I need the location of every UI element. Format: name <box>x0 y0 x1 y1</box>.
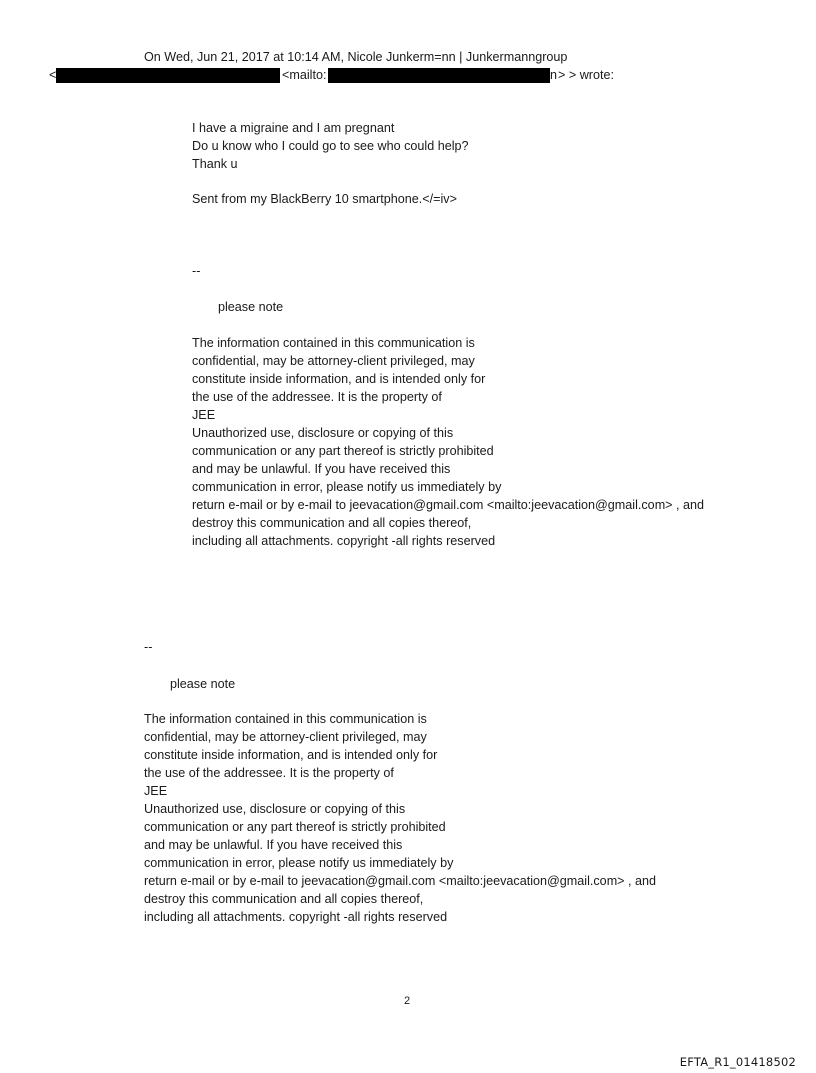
disclaimer-line: the use of the addressee. It is the property of <box>192 390 442 404</box>
disclaimer-line: The information contained in this communication is <box>192 336 475 350</box>
disclaimer-line: confidential, may be attorney-client privileged, may <box>144 730 427 744</box>
message-line: Thank u <box>192 157 238 171</box>
inner-disclaimer-heading: please note <box>218 300 284 314</box>
disclaimer-line: destroy this communication and all copies thereof, <box>144 892 424 906</box>
disclaimer-line: Unauthorized use, disclosure or copying of this <box>192 426 454 440</box>
message-signature: Sent from my BlackBerry 10 smartphone.</=iv> <box>192 192 457 206</box>
document-id: EFTA_R1_01418502 <box>679 1055 796 1069</box>
header-mailto-label: <mailto: <box>282 68 327 82</box>
outer-disclaimer-heading: please note <box>170 677 236 691</box>
header-open-bracket: < <box>49 68 57 82</box>
redaction-box <box>56 68 280 83</box>
disclaimer-line: return e-mail or by e-mail to jeevacation@gmail.com <mailto:jeevacation@gmail.com> , and <box>144 874 657 888</box>
disclaimer-line: communication or any part thereof is strictly prohibited <box>192 444 494 458</box>
disclaimer-line: confidential, may be attorney-client privileged, may <box>192 354 475 368</box>
header-wrote: > > wrote: <box>558 68 615 82</box>
disclaimer-line: communication in error, please notify us immediately by <box>192 480 502 494</box>
disclaimer-line: JEE <box>192 408 216 422</box>
message-line: Do u know who I could go to see who could help? <box>192 139 469 153</box>
outer-separator: -- <box>144 640 153 654</box>
inner-separator: -- <box>192 264 201 278</box>
disclaimer-line: and may be unlawful. If you have received this <box>192 462 451 476</box>
disclaimer-line: return e-mail or by e-mail to jeevacation@gmail.com <mailto:jeevacation@gmail.com> , and <box>192 498 705 512</box>
header-tail-fragment: n <box>550 68 558 82</box>
disclaimer-line: constitute inside information, and is intended only for <box>192 372 486 386</box>
redaction-box <box>328 68 550 83</box>
page-number: 2 <box>404 995 411 1007</box>
disclaimer-line: communication in error, please notify us immediately by <box>144 856 454 870</box>
disclaimer-line: JEE <box>144 784 168 798</box>
disclaimer-line: including all attachments. copyright -all rights reserved <box>192 534 496 548</box>
disclaimer-line: The information contained in this communication is <box>144 712 427 726</box>
email-header-line: On Wed, Jun 21, 2017 at 10:14 AM, Nicole Junkerm=nn | Junkermanngroup <box>144 50 568 64</box>
quoted-message-body <box>192 119 469 173</box>
disclaimer-line: constitute inside information, and is intended only for <box>144 748 438 762</box>
disclaimer-line: and may be unlawful. If you have received this <box>144 838 403 852</box>
message-line: I have a migraine and I am pregnant <box>192 121 395 135</box>
outer-disclaimer-body <box>144 710 656 926</box>
disclaimer-line: Unauthorized use, disclosure or copying of this <box>144 802 406 816</box>
disclaimer-line: destroy this communication and all copies thereof, <box>192 516 472 530</box>
disclaimer-line: including all attachments. copyright -all rights reserved <box>144 910 448 924</box>
inner-disclaimer-body <box>192 334 704 550</box>
disclaimer-line: communication or any part thereof is strictly prohibited <box>144 820 446 834</box>
disclaimer-line: the use of the addressee. It is the property of <box>144 766 394 780</box>
